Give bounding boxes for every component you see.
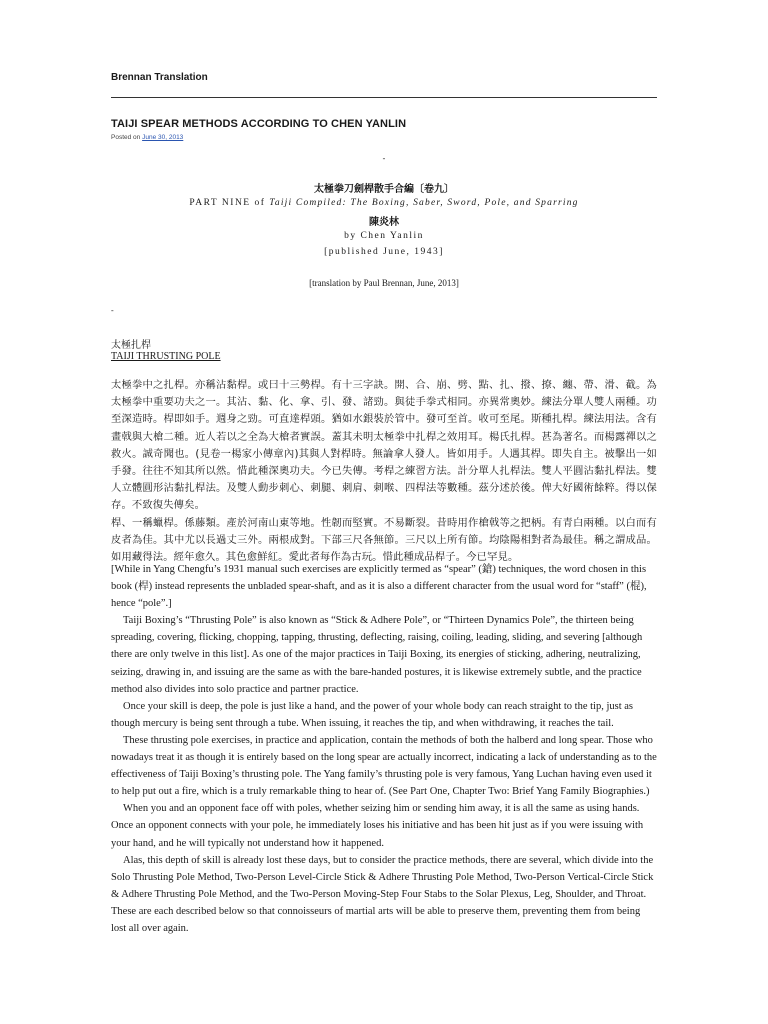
section-title-english: TAIJI THRUSTING POLE [111,351,221,362]
post-meta [111,134,183,141]
chinese-paragraph: 太極拳中之扎桿。亦稱沾黏桿。或曰十三勢桿。有十三字訣。開、合、崩、劈、點、扎、撥、撩、纏、帶、滑、截。為太極拳中重要功夫之一。其沾、黏、化、拿、引、發、諸勁。與徒手拳式相同。亦異常奧妙。練法分單人雙人兩種。功至深造時。桿即如手。週身之勁。可直達桿頭。猶如水銀裝於管中。發可至首。收可至尾。斯種扎桿。練法用法。含有畫戟與大槍二種。近人若以之全為大槍者實誤。蓋其未明太極拳中扎桿之效用耳。楊氏扎桿。甚為著名。而楊露禪以之救火。誠奇聞也。(見卷一楊家小傳章內)其與人對桿時。無論拿人發人。皆如用手。人遇其桿。即失自主。被擊出一如手發。往往不知其所以然。惜此種深奧功夫。今已失傳。考桿之練習方法。計分單人扎桿法。雙人平圓沾黏扎桿法。雙人立體圓形沾黏扎桿法。及雙人動步刺心、刺腿、刺肩、刺喉、四桿法等數種。茲分述於後。俾大好國術餘粹。得以保存。不致復失傳矣。 [111,379,657,512]
section-title-chinese: 太極扎桿 [111,340,151,351]
separator-dash: - [382,154,386,163]
post-title[interactable]: TAIJI SPEAR METHODS ACCORDING TO CHEN YANLIN [111,118,407,130]
part-prefix: PART NINE of [189,198,266,208]
translation-note: [translation by Paul Brennan, June, 2013] [309,278,459,288]
author-chinese: 陳炎林 [369,217,399,228]
author-byline: by Chen Yanlin [344,231,424,241]
chinese-text-block [111,377,657,566]
publication-note: [published June, 1943] [324,247,444,257]
english-paragraph: When you and an opponent face off with poles, whether seizing him or sending him away, it is all the same as using hands. Once an opponent connects with your pole, he immediately loses his initiative and has been hit just as if you were issuing with your hand, and he will typically not understand how it happened. [111,803,644,849]
english-paragraph: Alas, this depth of skill is already lost these days, but to consider the practice methods, there are several, which divide into the Solo Thrusting Pole Method, Two-Person Level-Circle Stick & Adhere Thrusting Pole Method, Two-Person Vertical-Circle Stick & Adhere Thrusting Pole Method, and the Two-Person Moving-Step Four Stabs to the Solar Plexus, Leg, Shoulder, and Throat. These are each described below so that connoisseurs of martial arts will be able to preserve them, preventing them from being lost all over again. [111,854,654,934]
header-divider [111,97,657,98]
post-date-link[interactable]: June 30, 2013 [142,134,184,141]
english-paragraph: Taiji Boxing’s “Thrusting Pole” is also known as “Stick & Adhere Pole”, or “Thirteen Dynamics Pole”, the thirteen being spreading, covering, flicking, chopping, tapping, thrusting, deflecting, raising, coiling, leading, sliding, and severing [although there are only twelve in this list]. As one of the major practices in Taiji Boxing, its energies of sticking, adhering, neutralizing, seizing, drawing in, and issuing are the same as with the bare-handed postures, it is likewise extremely subtle, and the practice method also divides into solo practice and partner practice. [111,615,643,695]
posted-prefix: Posted on [111,134,141,141]
book-title-italic: Taiji Compiled: The Boxing, Saber, Sword, Pole, and Sparring [269,198,579,208]
chinese-book-title: 太極拳刀劍桿散手合編〔卷九〕 [314,184,454,195]
part-line [111,198,657,208]
english-text-block [111,561,657,937]
site-title[interactable]: Brennan Translation [111,72,208,83]
chinese-paragraph: 桿、一稱蠟桿。係藤類。產於河南山東等地。性韌而堅實。不易斷裂。昔時用作槍戟等之把柄。有青白兩種。以白而有皮者為佳。其中尤以長過丈三外。兩根成對。下部三尺各無節。三尺以上所有節。均陰陽相對者為最佳。稱之謂成品。如用藏得法。經年愈久。其色愈鮮紅。愛此者每作為古玩。惜此種成品桿子。今已罕見。 [111,516,657,564]
section-dash: - [111,306,114,315]
english-paragraph: Once your skill is deep, the pole is just like a hand, and the power of your whole body can reach straight to the tip, just as though mercury is being sent through a tube. When issuing, it reaches the tip, and when withdrawing, it reaches the tail. [111,700,634,729]
english-paragraph: These thrusting pole exercises, in practice and application, contain the methods of both the halberd and long spear. Those who nowadays treat it as though it is entirely based on the long spear are actually incorrect, indicating a lack of understanding as to the effectiveness of Taiji Boxing’s thrusting pole. The Yang family’s thrusting pole is very famous, Yang Luchan having even used it to help put out a fire, which is a truly remarkable thing to hear of. (See Part One, Chapter Two: Brief Yang Family Biographies.) [111,734,657,798]
english-paragraph: [While in Yang Chengfu’s 1931 manual such exercises are explicitly termed as “spear” (鎗) techniques, the word chosen in this book (桿) instead represents the unbladed spear-shaft, and as it is also a different character from the usual word for “staff” (棍), hence “pole”.] [111,564,647,610]
